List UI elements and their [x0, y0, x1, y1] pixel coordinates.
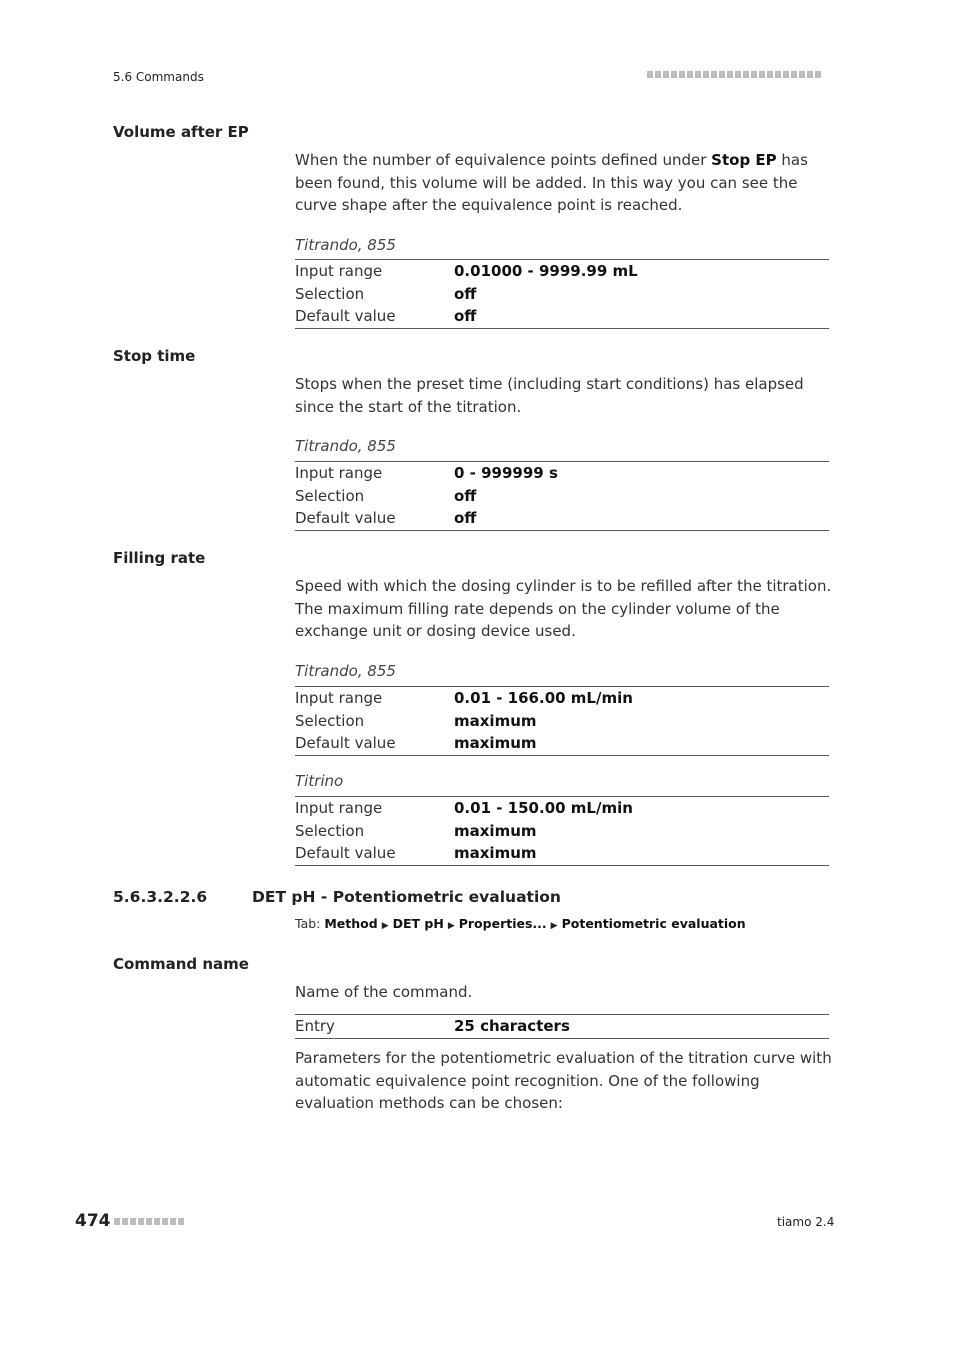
volume-after-ep-heading: Volume after EP — [113, 123, 249, 141]
table-row — [295, 260, 829, 283]
param-key: Input range — [295, 689, 383, 707]
table-row — [295, 283, 829, 306]
tab-path-prefix: Tab: — [295, 916, 321, 931]
filling-rate-device-label-titrino: Titrino — [295, 772, 344, 790]
param-key: Input range — [295, 799, 383, 817]
tab-path-item: Properties... — [458, 916, 547, 931]
param-value: off — [454, 307, 477, 325]
param-value: off — [454, 486, 477, 505]
table-row — [295, 485, 829, 508]
param-value: maximum — [454, 821, 537, 840]
param-key: Default value — [295, 844, 396, 862]
param-key: Selection — [295, 711, 365, 730]
param-key: Default value — [295, 307, 396, 325]
filling-rate-titrando-table — [295, 686, 829, 756]
param-value: 25 characters — [454, 1017, 570, 1035]
table-row — [295, 797, 829, 820]
filling-rate-heading: Filling rate — [113, 549, 206, 567]
triangle-right-icon: ▶ — [550, 921, 558, 931]
table-row — [295, 820, 829, 843]
stop-time-heading: Stop time — [113, 347, 196, 365]
param-key: Selection — [295, 486, 365, 505]
product-version: tiamo 2.4 — [777, 1215, 835, 1229]
table-row — [295, 462, 829, 485]
command-name-heading: Command name — [113, 955, 249, 973]
table-row — [295, 687, 829, 710]
filling-rate-device-label-titrando: Titrando, 855 — [295, 662, 396, 680]
triangle-right-icon: ▶ — [381, 921, 389, 931]
param-key: Default value — [295, 509, 396, 527]
stop-time-parameter-table — [295, 461, 829, 531]
filling-rate-description: Speed with which the dosing cylinder is to be refilled after the titration. The maximum filling rate depends on the cylinder volume of the exchange unit or dosing device used. — [295, 577, 832, 640]
table-row — [295, 732, 829, 755]
param-value: 0 - 999999 s — [454, 464, 558, 482]
triangle-right-icon: ▶ — [447, 921, 455, 931]
param-key: Input range — [295, 464, 383, 482]
subsection-number: 5.6.3.2.2.6 — [113, 888, 208, 906]
param-key: Input range — [295, 262, 383, 280]
tab-path-item: DET pH — [392, 916, 444, 931]
param-key: Selection — [295, 821, 365, 840]
volume-after-ep-description: When the number of equivalence points defined under Stop EP has been found, this volume will be added. In this way you can see the curve shape after the equivalence point is reached. — [295, 151, 808, 214]
command-name-description: Name of the command. — [295, 983, 473, 1001]
table-row — [295, 842, 829, 865]
volume-after-ep-parameter-table — [295, 259, 829, 329]
header-decoration-dots — [647, 71, 821, 78]
subsection-title: DET pH - Potentiometric evaluation — [252, 888, 561, 906]
footer-decoration-dots — [114, 1218, 184, 1225]
tab-path-item: Method — [324, 916, 378, 931]
param-value: maximum — [454, 734, 537, 752]
param-value: 0.01000 - 9999.99 mL — [454, 262, 638, 280]
page-number: 474 — [75, 1211, 111, 1231]
param-value: maximum — [454, 844, 537, 862]
filling-rate-titrino-table — [295, 796, 829, 866]
param-value: maximum — [454, 711, 537, 730]
stop-time-description: Stops when the preset time (including start conditions) has elapsed since the start of the titration. — [295, 375, 804, 416]
table-row — [295, 305, 829, 328]
param-value: 0.01 - 166.00 mL/min — [454, 689, 633, 707]
stop-time-device-label: Titrando, 855 — [295, 437, 396, 455]
evaluation-description: Parameters for the potentiometric evaluation of the titration curve with automatic equivalence point recognition. One of the following evaluation methods can be chosen: — [295, 1049, 832, 1112]
volume-after-ep-device-label: Titrando, 855 — [295, 236, 396, 254]
tab-path-item: Potentiometric evaluation — [561, 916, 746, 931]
param-value: off — [454, 284, 477, 303]
table-row — [295, 1015, 829, 1038]
param-key: Selection — [295, 284, 365, 303]
table-row — [295, 710, 829, 733]
tab-path-breadcrumb — [295, 916, 746, 931]
param-value: off — [454, 509, 477, 527]
command-name-parameter-table — [295, 1014, 829, 1039]
table-row — [295, 507, 829, 530]
param-key: Default value — [295, 734, 396, 752]
param-value: 0.01 - 150.00 mL/min — [454, 799, 633, 817]
running-header-section: 5.6 Commands — [113, 70, 204, 84]
param-key: Entry — [295, 1017, 335, 1035]
